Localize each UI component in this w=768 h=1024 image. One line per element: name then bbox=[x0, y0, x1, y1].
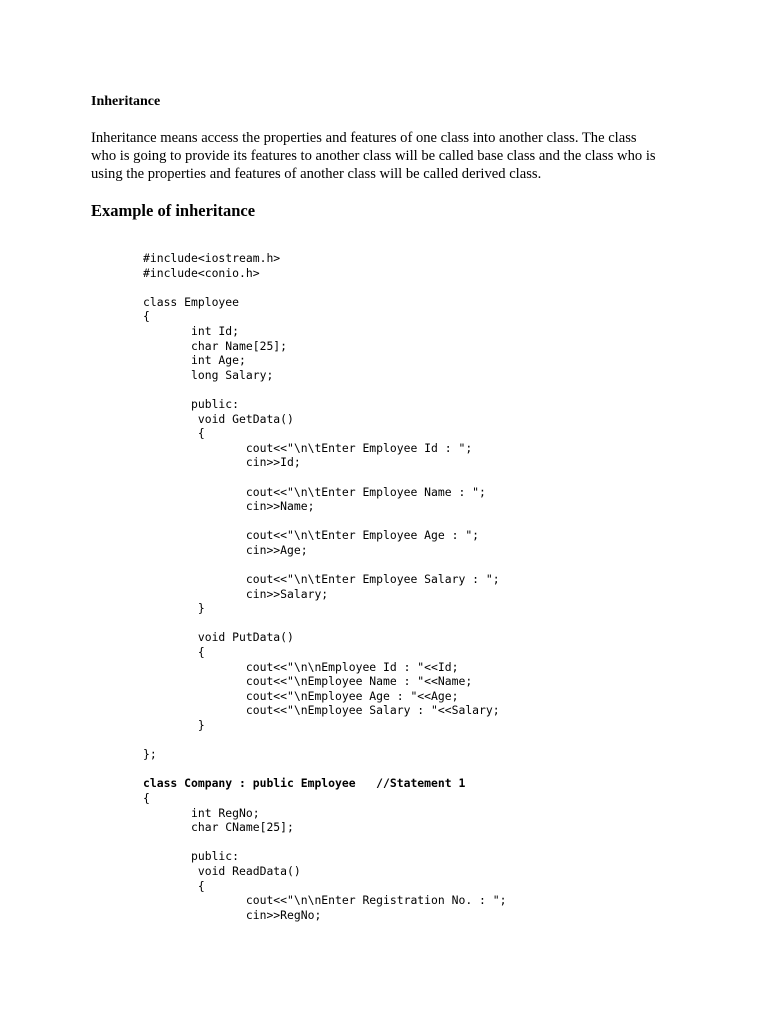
code-line: cin>>Id; bbox=[143, 455, 301, 470]
section-heading: Example of inheritance bbox=[91, 201, 256, 220]
code-line: void PutData() bbox=[143, 630, 294, 645]
code-line: class Employee bbox=[143, 294, 240, 309]
code-line bbox=[143, 470, 743, 485]
code-line: { bbox=[143, 878, 205, 893]
code-line bbox=[143, 557, 743, 572]
code-line: int Age; bbox=[143, 353, 246, 368]
code-line: cout<<"\n\nEmployee Id : "<<Id; bbox=[143, 659, 459, 674]
code-line: cout<<"\n\tEnter Employee Id : "; bbox=[143, 440, 473, 455]
code-line: int Id; bbox=[143, 323, 240, 338]
page-title: Inheritance bbox=[91, 94, 161, 109]
intro-line: who is going to provide its features to another class will be called base class and the class who is bbox=[91, 148, 656, 164]
code-line: cout<<"\nEmployee Name : "<<Name; bbox=[143, 674, 473, 689]
code-line bbox=[143, 382, 743, 397]
code-line: long Salary; bbox=[143, 367, 274, 382]
code-line: cout<<"\nEmployee Salary : "<<Salary; bbox=[143, 703, 500, 718]
intro-line: Inheritance means access the properties and features of one class into another class. The class bbox=[91, 130, 637, 146]
code-line: char CName[25]; bbox=[143, 820, 294, 835]
code-line: } bbox=[143, 718, 205, 732]
code-line: cin>>RegNo; bbox=[143, 907, 322, 922]
code-line: { bbox=[143, 790, 150, 805]
code-line: int RegNo; bbox=[143, 805, 260, 820]
code-line bbox=[143, 733, 743, 748]
code-line: cin>>Name; bbox=[143, 499, 315, 514]
code-line: char Name[25]; bbox=[143, 338, 288, 353]
code-line: }; bbox=[143, 747, 157, 762]
code-line bbox=[143, 616, 743, 631]
code-line bbox=[143, 762, 743, 777]
code-line: cout<<"\n\tEnter Employee Name : "; bbox=[143, 484, 486, 499]
code-line: public: bbox=[143, 849, 240, 864]
code-line: void GetData() bbox=[143, 411, 294, 426]
code-line: void ReadData() bbox=[143, 863, 301, 878]
code-line: class Company : public Employee //Statement 1 bbox=[143, 776, 466, 791]
code-line: #include<iostream.h> bbox=[143, 251, 281, 265]
intro-paragraph bbox=[91, 129, 691, 183]
code-line: cout<<"\n\tEnter Employee Salary : "; bbox=[143, 572, 500, 587]
code-line: { bbox=[143, 426, 205, 441]
code-line: { bbox=[143, 645, 205, 660]
code-line: cin>>Age; bbox=[143, 542, 308, 557]
intro-line: using the properties and features of another class will be called derived class. bbox=[91, 166, 542, 182]
code-line: } bbox=[143, 601, 205, 616]
code-line bbox=[143, 835, 743, 850]
code-line: { bbox=[143, 309, 150, 324]
code-line: public: bbox=[143, 396, 240, 411]
code-line bbox=[143, 280, 743, 295]
code-line: #include<conio.h> bbox=[143, 265, 260, 280]
code-line: cout<<"\n\tEnter Employee Age : "; bbox=[143, 528, 480, 543]
code-line: cout<<"\n\nEnter Registration No. : "; bbox=[143, 893, 507, 908]
code-line: cin>>Salary; bbox=[143, 586, 329, 601]
code-line: cout<<"\nEmployee Age : "<<Age; bbox=[143, 688, 459, 703]
code-listing bbox=[143, 251, 743, 941]
code-line bbox=[143, 514, 743, 529]
